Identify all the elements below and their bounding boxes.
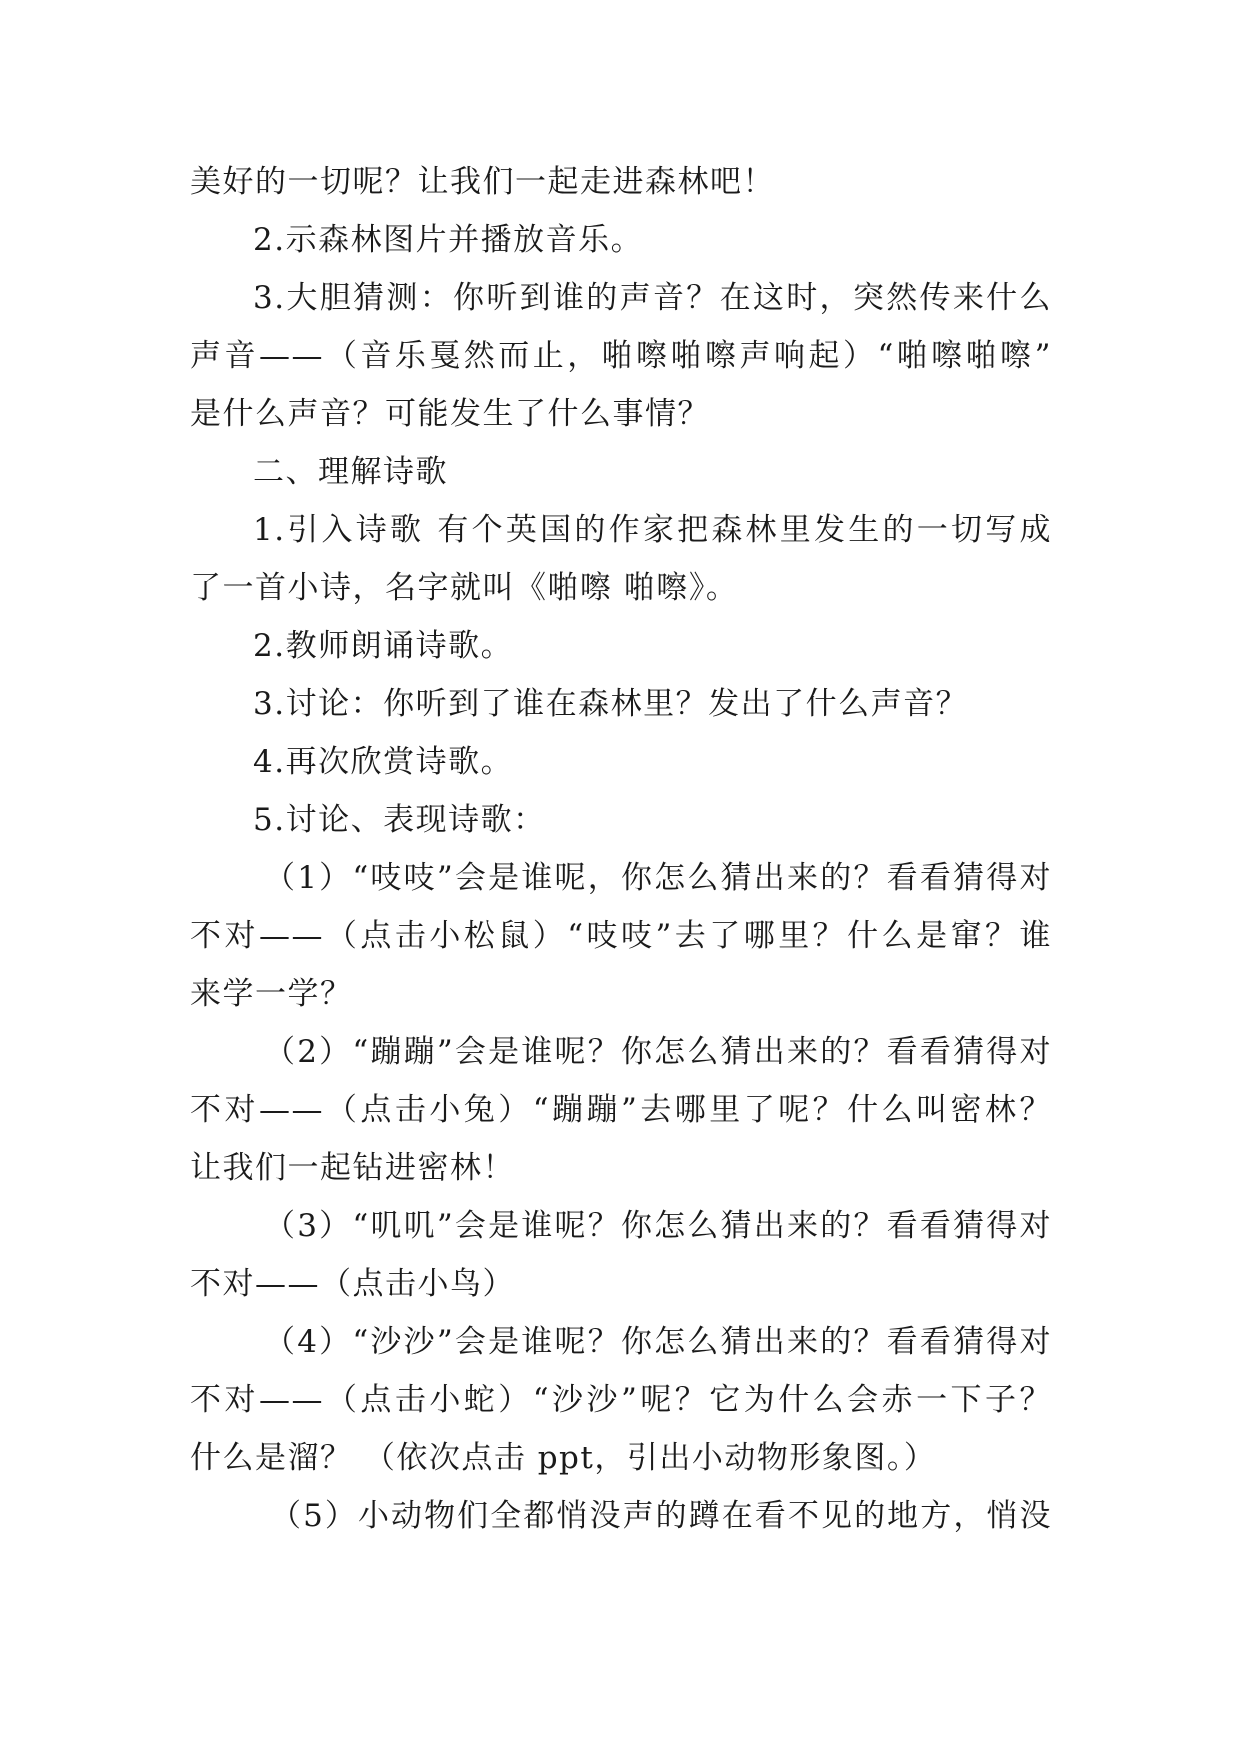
- paragraph-line: （1）“吱吱”会是谁呢，你怎么猜出来的？看看猜得对: [264, 860, 1052, 896]
- paragraph-line: （4）“沙沙”会是谁呢？你怎么猜出来的？看看猜得对: [264, 1324, 1052, 1360]
- paragraph-line: 了一首小诗，名字就叫《啪嚓 啪嚓》。: [190, 570, 739, 606]
- paragraph-line: 不对——（点击小松鼠）“吱吱”去了哪里？什么是窜？谁: [190, 918, 1052, 954]
- paragraph-line: 2.示森林图片并播放音乐。: [253, 222, 644, 258]
- paragraph-line: 5.讨论、表现诗歌：: [253, 802, 546, 838]
- paragraph-line: （2）“蹦蹦”会是谁呢？你怎么猜出来的？看看猜得对: [264, 1034, 1052, 1070]
- paragraph-line: 让我们一起钻进密林！: [190, 1150, 515, 1186]
- paragraph-line: 什么是溜？ （依次点击 ppt，引出小动物形象图。）: [190, 1440, 937, 1476]
- paragraph-line: 4.再次欣赏诗歌。: [253, 744, 514, 780]
- paragraph-line: 美好的一切呢？让我们一起走进森林吧！: [190, 164, 775, 200]
- paragraph-line: 不对——（点击小蛇）“沙沙”呢？它为什么会赤一下子？: [190, 1382, 1052, 1418]
- paragraph-line: 不对——（点击小鸟）: [190, 1266, 515, 1302]
- paragraph-line: 3.大胆猜测：你听到谁的声音？在这时，突然传来什么: [253, 280, 1052, 316]
- paragraph-line: 3.讨论：你听到了谁在森林里？发出了什么声音？: [253, 686, 969, 722]
- paragraph-line: 是什么声音？可能发生了什么事情？: [190, 396, 710, 432]
- paragraph-line: 不对——（点击小兔）“蹦蹦”去哪里了呢？什么叫密林？: [190, 1092, 1052, 1128]
- paragraph-line: 来学一学？: [190, 976, 353, 1012]
- paragraph-line: （5）小动物们全都悄没声的蹲在看不见的地方，悄没: [270, 1498, 1052, 1534]
- paragraph-line: 声音——（音乐戛然而止，啪嚓啪嚓声响起）“啪嚓啪嚓”: [190, 338, 1052, 374]
- section-heading: 二、理解诗歌: [253, 454, 448, 490]
- paragraph-line: （3）“叽叽”会是谁呢？你怎么猜出来的？看看猜得对: [264, 1208, 1052, 1244]
- paragraph-line: 2.教师朗诵诗歌。: [253, 628, 514, 664]
- paragraph-line: 1.引入诗歌 有个英国的作家把森林里发生的一切写成: [253, 512, 1052, 548]
